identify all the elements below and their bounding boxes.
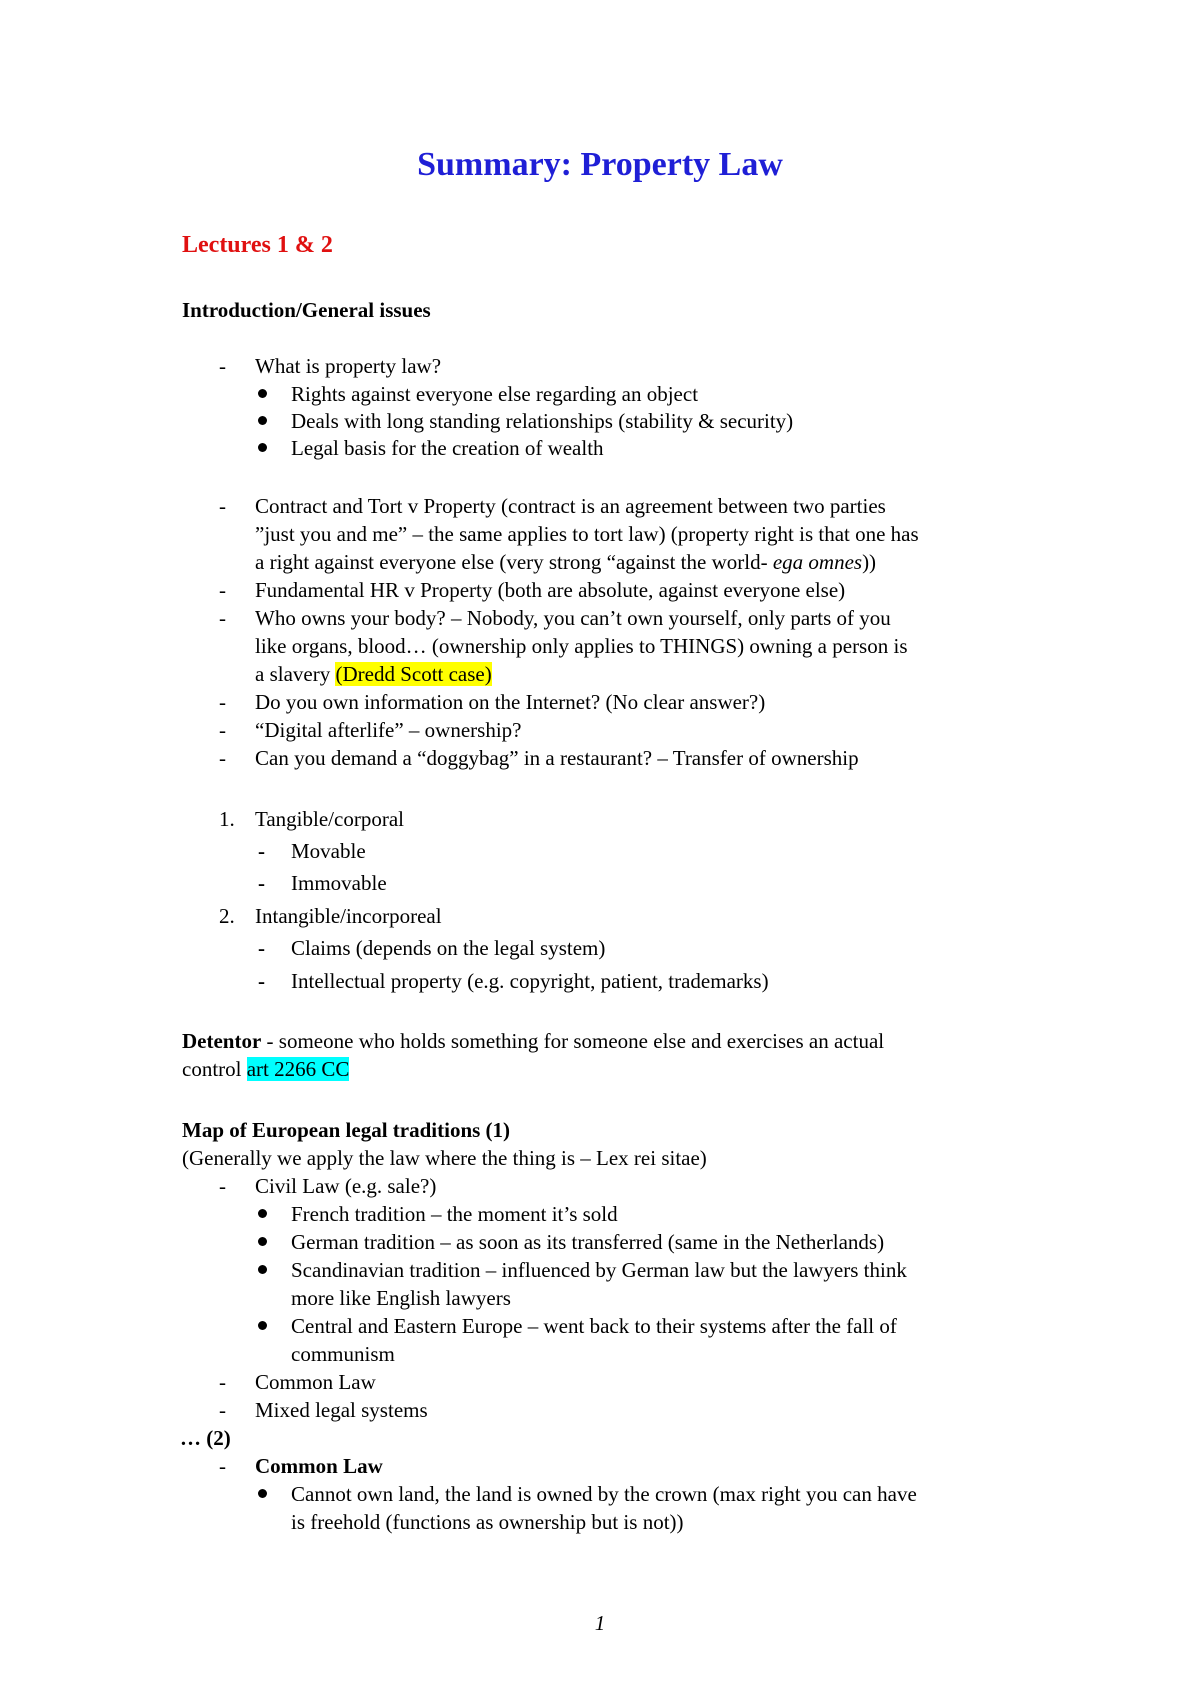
dash-marker: - <box>219 1174 226 1198</box>
list-item: Central and Eastern Europe – went back to their systems after the fall of <box>291 1314 897 1338</box>
section-heading: … (2) <box>180 1426 231 1450</box>
paragraph: (Generally we apply the law where the thing is – Lex rei sitae) <box>182 1146 707 1170</box>
list-item: French tradition – the moment it’s sold <box>291 1202 618 1226</box>
page-number: 1 <box>594 1611 606 1635</box>
bullet-icon <box>258 389 267 398</box>
list-item: Mixed legal systems <box>255 1398 428 1422</box>
dash-marker: - <box>219 1398 226 1422</box>
bullet-icon <box>258 1237 267 1246</box>
bullet-icon <box>258 1489 267 1498</box>
list-item: like organs, blood… (ownership only applies to THINGS) owning a person is <box>255 634 908 658</box>
italic-text: ega omnes <box>772 550 863 574</box>
list-item: Who owns your body? – Nobody, you can’t own yourself, only parts of you <box>255 606 891 630</box>
lectures-heading: Lectures 1 & 2 <box>182 232 333 258</box>
dash-marker: - <box>219 494 226 518</box>
dash-marker: - <box>219 578 226 602</box>
list-item: Fundamental HR v Property (both are absolute, against everyone else) <box>255 578 846 602</box>
intro-heading: Introduction/General issues <box>182 298 431 322</box>
list-item: Cannot own land, the land is owned by the crown (max right you can have <box>291 1482 917 1506</box>
bullet-icon <box>258 1265 267 1274</box>
list-item: Intangible/incorporeal <box>255 904 442 928</box>
list-item: ”just you and me” – the same applies to tort law) (property right is that one has <box>255 522 919 546</box>
list-item: Tangible/corporal <box>255 807 404 831</box>
list-item: Claims (depends on the legal system) <box>291 936 606 960</box>
list-item: communism <box>291 1342 395 1366</box>
list-item: is freehold (functions as ownership but is not)) <box>291 1510 684 1534</box>
list-number: 2. <box>219 904 235 928</box>
list-item: Intellectual property (e.g. copyright, patient, trademarks) <box>291 969 769 993</box>
list-item: Deals with long standing relationships (stability & security) <box>291 409 794 433</box>
text-run: control <box>182 1057 247 1081</box>
text-run: a slavery <box>255 662 336 686</box>
text-run: - someone who holds something for someone else and exercises an actual <box>261 1029 885 1053</box>
list-item: more like English lawyers <box>291 1286 511 1310</box>
dash-marker: - <box>258 839 265 863</box>
list-item: What is property law? <box>255 354 442 378</box>
detentor-definition <box>182 1028 884 1054</box>
dash-marker: - <box>219 1454 226 1478</box>
text-run: a right against everyone else (very strong “against the world- <box>255 550 773 574</box>
list-number: 1. <box>219 807 235 831</box>
dash-marker: - <box>219 1370 226 1394</box>
highlighted-case: (Dredd Scott case) <box>335 662 492 686</box>
dash-marker: - <box>258 871 265 895</box>
highlighted-article: art 2266 CC <box>246 1057 350 1081</box>
bullet-icon <box>258 443 267 452</box>
dash-marker: - <box>219 718 226 742</box>
list-item: Common Law <box>255 1370 376 1394</box>
list-item <box>255 661 492 687</box>
dash-marker: - <box>219 746 226 770</box>
list-item: Rights against everyone else regarding an object <box>291 382 699 406</box>
dash-marker: - <box>258 936 265 960</box>
list-item: Do you own information on the Internet? (No clear answer?) <box>255 690 766 714</box>
page-title: Summary: Property Law <box>417 146 783 183</box>
list-item: Movable <box>291 839 366 863</box>
list-item: Contract and Tort v Property (contract is an agreement between two parties <box>255 494 886 518</box>
list-item: Can you demand a “doggybag” in a restaurant? – Transfer of ownership <box>255 746 859 770</box>
bullet-icon <box>258 1321 267 1330</box>
list-item: Immovable <box>291 871 387 895</box>
list-item: German tradition – as soon as its transferred (same in the Netherlands) <box>291 1230 885 1254</box>
bullet-icon <box>258 1209 267 1218</box>
list-item: Civil Law (e.g. sale?) <box>255 1174 437 1198</box>
list-item: Legal basis for the creation of wealth <box>291 436 604 460</box>
dash-marker: - <box>219 354 226 378</box>
detentor-definition <box>182 1056 349 1082</box>
list-item: “Digital afterlife” – ownership? <box>255 718 522 742</box>
bullet-icon <box>258 416 267 425</box>
dash-marker: - <box>258 969 265 993</box>
list-item: Scandinavian tradition – influenced by German law but the lawyers think <box>291 1258 907 1282</box>
list-item: Common Law <box>255 1454 383 1478</box>
list-item <box>255 549 876 575</box>
dash-marker: - <box>219 606 226 630</box>
text-run: )) <box>862 550 877 574</box>
dash-marker: - <box>219 690 226 714</box>
section-heading: Map of European legal traditions (1) <box>182 1118 511 1142</box>
term: Detentor <box>182 1029 262 1053</box>
